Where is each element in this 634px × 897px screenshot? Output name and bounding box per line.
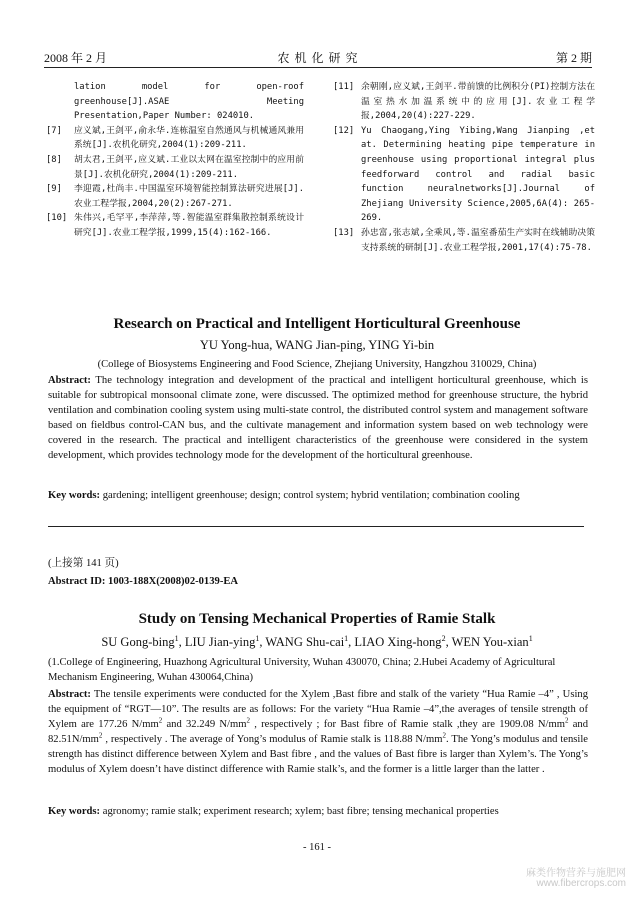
watermark-line1: 麻类作物营养与施肥网 [526, 868, 626, 879]
reference-item: [10] 朱伟兴,毛罕平,李萍萍,等.智能温室群集散控制系统设计研究[J].农业工程学报,1999,15(4):162-166. [46, 213, 304, 238]
article2-title: Study on Tensing Mechanical Properties of Ramie Stalk [138, 611, 496, 627]
header-journal: 农 机 化 研 究 [277, 51, 359, 65]
continued-note: (上接第 141 页) [48, 558, 119, 569]
reference-item: lation model for open-roof greenhouse[J].ASAE Meeting Presentation,Paper Number: 024010. [74, 82, 304, 122]
article2-affiliation: (1.College of Engineering, Huazhong Agricultural University, Wuhan 430070, China; 2.Hubei Academy of Agricultural Mechanism Engineering, Wuhan 430064,China) [48, 657, 556, 683]
keywords-label: Key words: [48, 806, 101, 817]
article2-authors: SU Gong-bing$^1$, LIU Jian-ying$^1$, WANG Shu-cai$^1$, LIAO Xing-hong$^2$, WEN You-xian$^1$ [101, 634, 533, 650]
article1-title: Research on Practical and Intelligent Horticultural Greenhouse [113, 316, 521, 332]
keywords-label: Key words: [48, 490, 101, 501]
article1-affiliation: (College of Biosystems Engineering and Food Science, Zhejiang University, Hangzhou 310029, China) [97, 359, 537, 370]
watermark-line2: www.fibercrops.com [536, 878, 626, 889]
reference-item: [9] 李迎霞,杜尚丰.中国温室环境智能控制算法研究进展[J].农业工程学报,2004,20(2):267-271. [46, 184, 304, 209]
keywords-text: gardening; intelligent greenhouse; design; control system; hybrid ventilation; combination cooling [102, 490, 520, 501]
reference-item: [11] 余朝刚,应义斌,王剑平.带前馈的比例积分(PI)控制方法在温室热水加温系统中的应用[J].农业工程学报,2004,20(4):227-229. [333, 82, 595, 122]
references-right-column [333, 80, 595, 255]
header-date: 2008 年 2 月 [44, 51, 108, 65]
references-left-column [46, 80, 304, 241]
article2-keywords [48, 804, 588, 819]
article2-abstract: Abstract: The tensile experiments were conducted for the Xylem ,Bast fibre and stalk of the variety “Hua Ramie –4” , Using the equipment of “RGT—10”. The results are as follows: For the variety “Hua Ramie –4”,the averages of tensile strength of Xylem are 177.26 $N/mm^2$ and 32.249 $N/mm^2$ , respectively ; for Bast fibre of Ramie stalk ,they are 1909.08 $N/mm^2$ and $82.51N/mm^2$ , respectively . The average of Yong’s modulus of Ramie stalk is 118.88 $N/mm^2$. The Yong’s modulus and tensile strength has distinct difference between Xylem and Bast fibre , and the values of Bast fibre is larger than Xylem’s. The Yong’s modulus of Xylem doesn’t have distinct difference with Ramie stalk’s, and the former is a little larger than the latter . [48, 689, 589, 776]
reference-item: [8] 胡太君,王剑平,应义斌.工业以太网在温室控制中的应用前景[J].农机化研究,2004(1):209-211. [46, 154, 304, 180]
header-issue: 第 2 期 [555, 51, 592, 65]
page-number: - 161 - [303, 842, 331, 853]
reference-item: [12] Yu Chaogang,Ying Yibing,Wang Jianping ,et at. Determining heating pipe temperature in greenhouse using proportional integral plus feedforward control and radial basic function neuralnetworks[J].Journal of Zhejiang University Science,2005,6A(4): 265-269. [333, 125, 595, 224]
keywords-text: agronomy; ramie stalk; experiment research; xylem; bast fibre; tensing mechanical properties [102, 806, 499, 817]
article1-authors: YU Yong-hua, WANG Jian-ping, YING Yi-bin [199, 338, 435, 352]
abstract-id: Abstract ID: 1003-188X(2008)02-0139-EA [48, 576, 239, 587]
article1-abstract [48, 373, 588, 464]
abstract-text: The technology integration and development of the practical and intelligent horticultural greenhouse, which is suitable for subtropical monsoonal climate zone, were discussed. The optimized method for greenhouse structure, the hybrid ventilation and combination cooling system using multi-state control, the distributed control system and management software based on fieldbus control-CAN bus, and the cultivate management and information system based on web technology were covered in the research. The practical and intelligent characteristics of the greenhouse were considered in the system development, which provides technology mode for the development of the horticultural greenhouse. [48, 375, 588, 462]
abstract-label: Abstract: [48, 689, 91, 700]
reference-item: [7] 应义斌,王剑平,俞永华.连栋温室自然通风与机械通风兼用系统[J].农机化研究,2004(1):209-211. [46, 125, 304, 151]
running-header [44, 49, 592, 68]
abstract-label: Abstract: [48, 375, 91, 386]
reference-item: [13] 孙忠富,张志斌,全乘风,等.温室番茄生产实时在线辅助决策支持系统的研制[J].农业工程学报,2001,17(4):75-78. [333, 227, 595, 253]
section-divider [48, 526, 584, 527]
article1-keywords [48, 488, 588, 503]
